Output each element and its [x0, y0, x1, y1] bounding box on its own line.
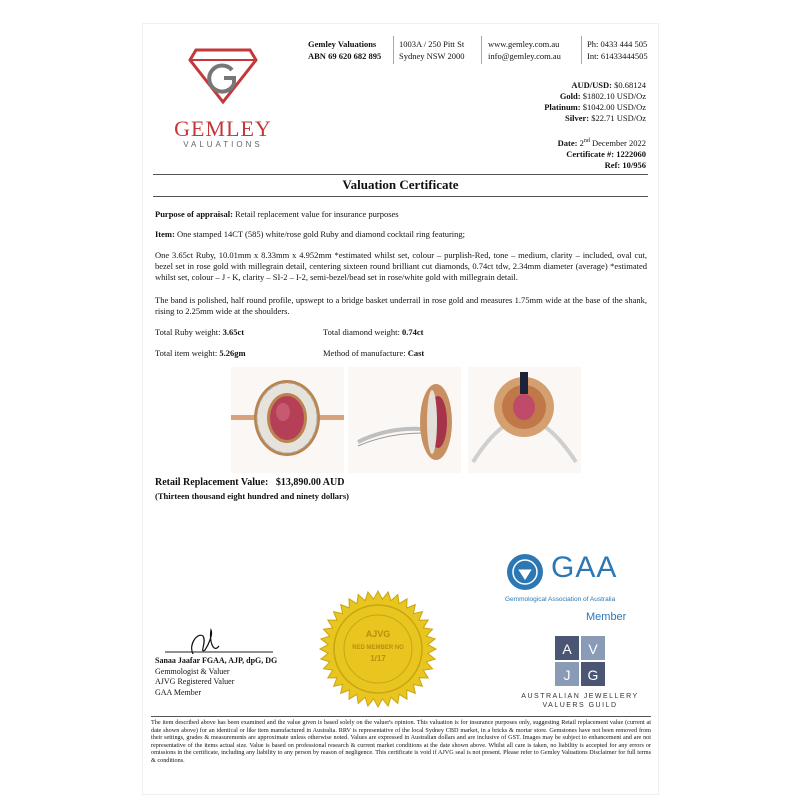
page-title: Valuation Certificate: [342, 177, 459, 192]
address-line-2: Sydney NSW 2000: [399, 51, 465, 61]
company-name: Gemley Valuations: [308, 39, 377, 49]
title-rule-top: [153, 174, 648, 175]
description-paragraph-2: The band is polished, half round profile, upswept to a bridge basket underrail in rose gold and measures 1.75mm wide at the base of the shank, rising to 2.25mm wide at the shoulders.: [155, 295, 647, 316]
diamond-weight: [323, 327, 423, 337]
ajvg-name: [515, 692, 645, 710]
ajvg-letter-g: G: [587, 667, 599, 683]
phone-number: Ph: 0433 444 505: [587, 39, 648, 49]
method-value: Cast: [407, 348, 425, 358]
company-abn: ABN 69 620 682 895: [308, 51, 382, 61]
item-label: Item:: [155, 229, 175, 239]
gaa-globe-icon: [505, 552, 545, 592]
ajvg-letter-a: A: [562, 641, 572, 657]
ref-number: 10/956: [622, 159, 646, 170]
signer-title-1: Gemmologist & Valuer: [155, 666, 230, 676]
gaa-member-label: Member: [586, 611, 627, 623]
website-link[interactable]: www.gemley.com.au: [488, 39, 560, 49]
manufacture-method: [323, 348, 424, 358]
rrv-amount: $13,890.00 AUD: [275, 477, 345, 488]
gaa-wordmark: GAA: [551, 551, 618, 584]
platinum-value: $1042.00 USD/Oz: [582, 102, 646, 112]
diamond-weight-label: Total diamond weight:: [323, 327, 400, 337]
seal-line-3: 1/17: [370, 654, 386, 663]
rrv-label: Retail Replacement Value:: [155, 477, 269, 488]
date-suffix: nd: [583, 138, 590, 144]
item-line: [155, 229, 647, 240]
gemley-logo-icon: [188, 46, 258, 106]
title-rule-bottom: [153, 196, 648, 197]
seal-line-1: AJVG: [365, 629, 391, 639]
ring-photo-back: [468, 367, 581, 473]
ajvg-gold-seal-icon: [318, 589, 438, 709]
ring-side-image: [348, 367, 461, 473]
ruby-weight-label: Total Ruby weight:: [155, 327, 221, 337]
header-divider: [393, 36, 394, 64]
header-web: [488, 38, 561, 62]
date-day: 2: [579, 137, 584, 148]
cert-number: 1222060: [616, 148, 646, 159]
logo-wordmark: GEMLEY: [174, 116, 272, 141]
ruby-weight-value: 3.65ct: [222, 327, 245, 337]
signer-title-2: AJVG Registered Valuer: [155, 677, 235, 686]
ring-photo-front: [231, 367, 344, 473]
item-weight: [155, 348, 246, 358]
date-rest: December 2022: [591, 137, 646, 148]
aud-usd-value: $0.68124: [614, 80, 646, 90]
ajvg-name-line-2: VALUERS GUILD: [542, 702, 618, 709]
platinum-label: Platinum:: [544, 102, 581, 112]
disclaimer-rule: [151, 716, 651, 717]
intl-number: Int: 61433444505: [587, 51, 648, 61]
logo-subtitle: VALUATIONS: [183, 140, 263, 149]
retail-replacement-value: [155, 477, 344, 488]
signer-title-3: GAA Member: [155, 687, 201, 697]
silver-value: $22.71 USD/Oz: [591, 113, 646, 123]
header-divider: [481, 36, 482, 64]
gaa-fullname: Gemmological Association of Australia: [505, 596, 616, 603]
signer-name: Sanaa Jaafar FGAA, AJP, dpG, DG: [155, 656, 278, 665]
gold-label: Gold:: [559, 91, 581, 101]
ruby-weight: [155, 327, 244, 337]
certificate-page: [143, 24, 658, 794]
ajvg-letter-v: V: [588, 641, 598, 657]
ajvg-letter-j: J: [563, 667, 571, 683]
date-label: Date:: [557, 137, 578, 148]
ajvg-logo-icon: [555, 636, 605, 686]
purpose-line: [155, 209, 647, 220]
header-address: [399, 38, 465, 62]
header-divider: [581, 36, 582, 64]
header-company: [308, 38, 381, 62]
rrv-words: (Thirteen thousand eight hundred and ninety dollars): [155, 491, 349, 501]
ref-label: Ref:: [604, 159, 621, 170]
purpose-text: Retail replacement value for insurance purposes: [235, 209, 399, 219]
ring-back-image: [468, 367, 581, 473]
email-link[interactable]: info@gemley.com.au: [488, 51, 561, 61]
cert-label: Certificate #:: [566, 148, 615, 159]
description-paragraph-1: One 3.65ct Ruby, 10.01mm x 8.33mm x 4.952mm *estimated whilst set, colour – purplish-Red, tone – medium, clarity – included, oval cut, bezel set in rose gold with millegrain detail, centering sixteen round brilliant cut diamonds, 0.74ct tdw, 2.34mm diameter (average) *estimated whilst set, colour – J - K, clarity – SI-2 – I-2, semi-bezel/bead set in rose/white gold with millegrain detail.: [155, 250, 647, 282]
address-line-1: 1003A / 250 Pitt St: [399, 39, 465, 49]
method-label: Method of manufacture:: [323, 348, 406, 358]
gold-value: $1802.10 USD/Oz: [582, 91, 646, 101]
signer-block: [155, 656, 277, 698]
item-weight-label: Total item weight:: [155, 348, 218, 358]
item-text: One stamped 14CT (585) white/rose gold Ruby and diamond cocktail ring featuring;: [176, 229, 466, 239]
metal-rates: [544, 80, 646, 124]
header-phone: [587, 38, 648, 62]
ajvg-name-line-1: AUSTRALIAN JEWELLERY: [521, 693, 639, 700]
ring-front-image: [231, 367, 344, 473]
diamond-weight-value: 0.74ct: [401, 327, 424, 337]
seal-line-2: RED MEMBER NO: [352, 645, 404, 651]
disclaimer-text: The item described above has been examined and the value given is based solely on the valuer's opinion. This valuation is for insurance purposes only, suggesting Retail replacement value (current at date shown above) for an identical or like item manufactured in Australia. RRV is representative of the local Sydney CBD market, in a bricks & mortar store. Gemstones have not been removed from their settings, grades & measurements are approximate unless otherwise noted. Values are expressed in Australian dollars and are inclusive of GST. Images may be subject to enhancement and are not representative of the items actual size. Value is based on professional research & current market conditions at the date shown above. Whilst all care is taken, no liability is accepted for any errors or omissions in the certificate, including any liability to any person by reason of negligence. This certificate is void if AJVG seal is not present. Please refer to Gemley Valuations Disclaimer for full terms & conditions.: [151, 719, 651, 764]
certificate-meta: [558, 136, 646, 171]
silver-label: Silver:: [565, 113, 590, 123]
item-weight-value: 5.26gm: [219, 348, 246, 358]
aud-usd-label: AUD/USD:: [571, 80, 612, 90]
purpose-label: Purpose of appraisal:: [155, 209, 233, 219]
ring-photo-side: [348, 367, 461, 473]
